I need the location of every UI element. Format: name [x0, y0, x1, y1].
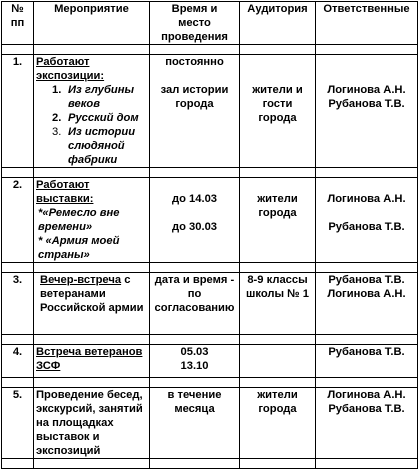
- row-number: 4.: [2, 345, 34, 378]
- responsible-cell: Рубанова Т.В.: [316, 345, 418, 378]
- row-number: 1.: [2, 55, 34, 168]
- event-title: Вечер-встреча: [40, 274, 122, 286]
- list-item: *«Ремесло вне времени»: [38, 207, 120, 233]
- responsible-cell: Логинова А.Н. Рубанова Т.В.: [316, 178, 418, 263]
- event-cell: [34, 178, 150, 263]
- spacer-row: [2, 45, 418, 55]
- table-row: [2, 345, 418, 378]
- header-num: № пп: [2, 2, 34, 45]
- event-title: Работают экспозиции:: [36, 56, 105, 82]
- spacer-row: [2, 168, 418, 178]
- header-event: Мероприятие: [34, 2, 150, 45]
- list-item: 1. Из глубины веков: [52, 84, 135, 110]
- event-title: Работают выставки:: [36, 179, 94, 205]
- time-place-cell: до 14.03 до 30.03: [150, 178, 240, 263]
- spacer-row: [2, 335, 418, 345]
- time-place-cell: постоянно зал истории города: [150, 55, 240, 168]
- event-cell: [34, 55, 150, 168]
- header-responsible: Ответственные: [316, 2, 418, 45]
- table-row: [2, 55, 418, 168]
- event-title: Проведение бесед, экскурсий, занятий на площадках выставок и экспозиций: [36, 389, 143, 457]
- audience-cell: жители города: [240, 178, 316, 263]
- table-row: [2, 388, 418, 459]
- table-row: [2, 178, 418, 263]
- table-row: [2, 273, 418, 335]
- event-cell: [34, 388, 150, 459]
- responsible-cell: Логинова А.Н. Рубанова Т.В.: [316, 388, 418, 459]
- responsible-cell: Рубанова Т.В. Логинова А.Н.: [316, 273, 418, 335]
- table-header-row: [2, 2, 418, 45]
- events-table: [1, 1, 418, 469]
- header-time-place: Время и место проведения: [150, 2, 240, 45]
- event-cell: [34, 345, 150, 378]
- header-audience: Аудитория: [240, 2, 316, 45]
- time-place-cell: в течение месяца: [150, 388, 240, 459]
- spacer-row: [2, 378, 418, 388]
- event-title: Встреча ветеранов ЗСФ: [36, 346, 143, 372]
- audience-cell: жители и гости города: [240, 55, 316, 168]
- row-number: 5.: [2, 388, 34, 459]
- time-place-cell: 05.03 13.10: [150, 345, 240, 378]
- list-item: 3. Из истории слюдяной фабрики: [52, 126, 136, 166]
- responsible-cell: Логинова А.Н. Рубанова Т.В.: [316, 55, 418, 168]
- audience-cell: жители города: [240, 388, 316, 459]
- spacer-row: [2, 459, 418, 469]
- audience-cell: [240, 345, 316, 378]
- spacer-row: [2, 263, 418, 273]
- time-place-cell: дата и время - по согласованию: [150, 273, 240, 335]
- event-title-rest: с ветеранами Российской армии: [40, 274, 144, 314]
- event-cell: [34, 273, 150, 335]
- audience-cell: 8-9 классы школы № 1: [240, 273, 316, 335]
- list-item: * «Армия моей страны»: [38, 235, 120, 261]
- row-number: 3.: [2, 273, 34, 335]
- row-number: 2.: [2, 178, 34, 263]
- list-item: 2. Русский дом: [52, 112, 139, 124]
